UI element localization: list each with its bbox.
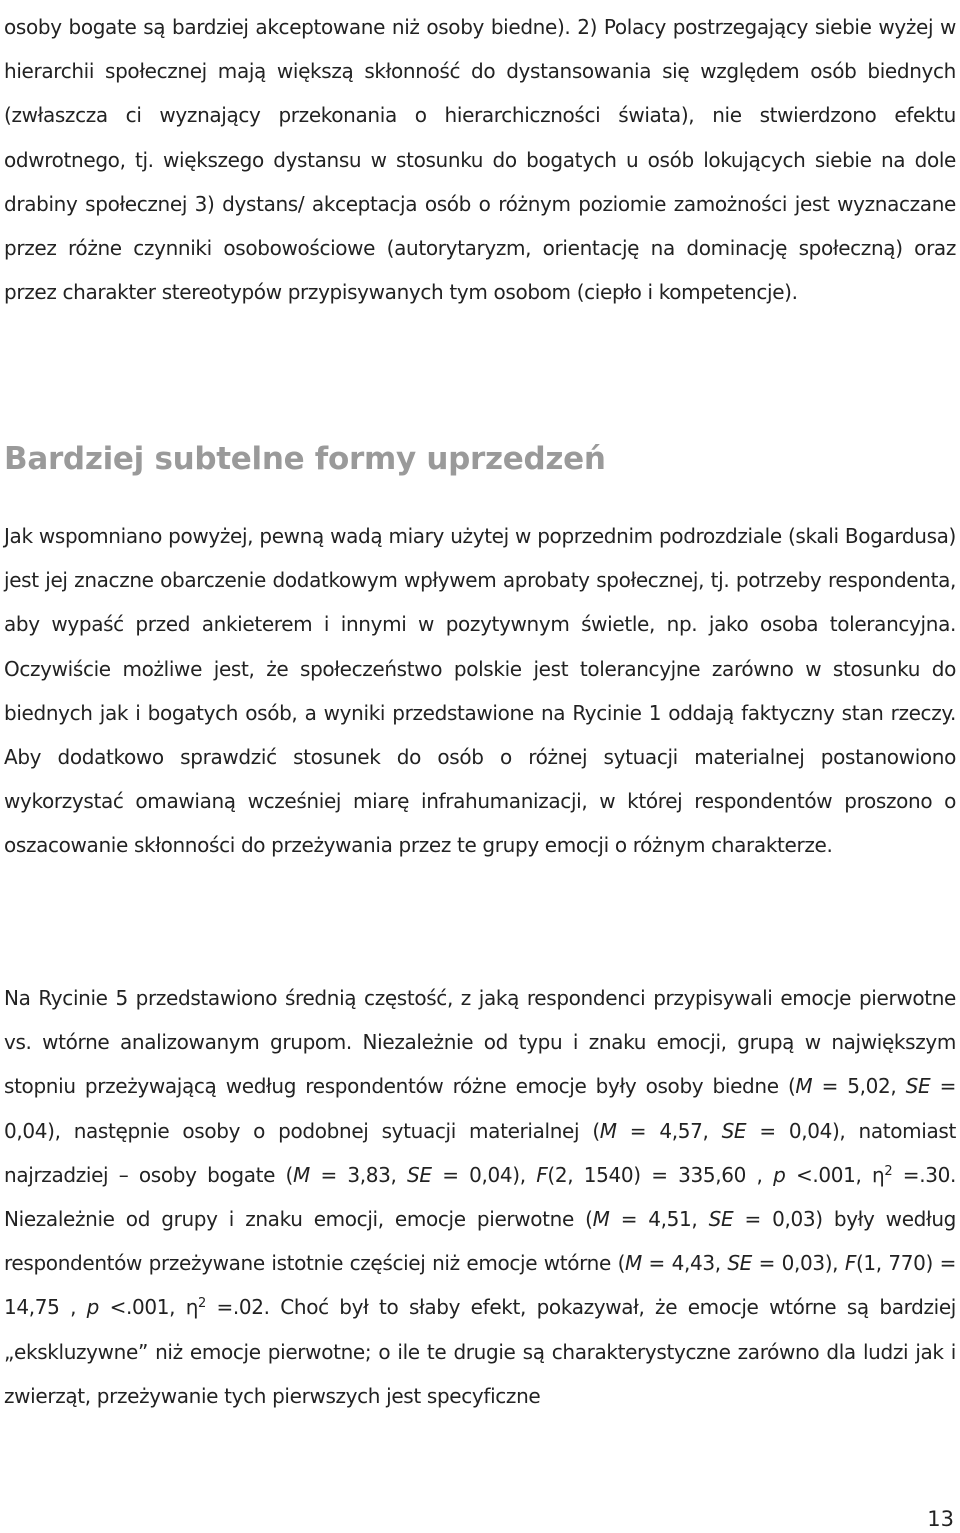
text-run: =.02. Choć był to słaby efekt, pokazywał, że emocje wtórne są bardziej „ekskluzywne” niż emocje pierwotne; o ile te drugie są charakterystyczne zarówno dla ludzi jak i zwierząt, przeżywanie tych pierwszych jest specyficzne	[4, 1295, 957, 1408]
text-run: = 0,04), natomiast najrzadziej – osoby bogate (	[4, 1118, 956, 1187]
text-run: = 0,04), następnie osoby o podobnej sytuacji materialnej (	[4, 1074, 956, 1143]
text-run: = 0,03) były według respondentów przeżywane istotnie częściej niż emocje wtórne (	[4, 1207, 956, 1276]
page-number: 13	[927, 1507, 954, 1531]
text-run: = 4,57,	[616, 1118, 722, 1143]
text-run: <.001, η	[785, 1162, 885, 1187]
stat-symbol-se: SE	[721, 1118, 747, 1143]
stat-symbol-se: SE	[727, 1251, 752, 1276]
stat-symbol-m: M	[293, 1162, 310, 1187]
paragraph-infrahumanization-intro: Jak wspomniano powyżej, pewną wadą miary użytej w poprzednim podrozdziale (skali Bogardusa) jest jej znaczne obarczenie dodatkowym wpływem aprobaty społecznej, tj. potrzeby respondenta, aby wypaść przed ankieterem i innymi w pozytywnym świetle, np. jako osoba tolerancyjna. Oczywiście możliwe jest, że społeczeństwo polskie jest tolerancyjne zarówno w stosunku do biednych jak i bogatych osób, a wyniki przedstawione na Rycinie 1 oddają faktyczny stan rzeczy. Aby dodatkowo sprawdzić stosunek do osób o różnej sytuacji materialnej postanowiono wykorzystać omawianą wcześniej miarę infrahumanizacji, w której respondentów proszono o oszacowanie skłonności do przeżywania przez te grupy emocji o różnym charakterze.	[4, 524, 956, 858]
stat-symbol-f: F	[844, 1251, 856, 1276]
paragraph-continued: osoby bogate są bardziej akceptowane niż osoby biedne). 2) Polacy postrzegający siebie wyżej w hierarchii społecznej mają większą skłonność do dystansowania się względem osób biednych (zwłaszcza ci wyznający przekonania o hierarchiczności świata), nie stwierdzono efektu odwrotnego, tj. większego dystansu w stosunku do bogatych u osób lokujących siebie na dole drabiny społecznej 3) dystans/ akceptacja osób o różnym poziomie zamożności jest wyznaczane przez różne czynniki osobowościowe (autorytaryzm, orientację na dominację społeczną) oraz przez charakter stereotypów przypisywanych tym osobom (ciepło i kompetencje).	[4, 15, 956, 305]
text-run: = 0,04),	[431, 1162, 537, 1187]
stat-symbol-f: F	[536, 1162, 548, 1187]
text-run: =.30. Niezależnie od grupy i znaku emocji, emocje pierwotne (	[4, 1162, 956, 1232]
stat-symbol-p: p	[86, 1295, 100, 1320]
superscript: 2	[198, 1296, 206, 1312]
stat-symbol-se: SE	[407, 1162, 432, 1187]
stat-symbol-m: M	[795, 1074, 813, 1099]
stat-symbol-m: M	[599, 1118, 617, 1143]
text-run: (2, 1540) = 335,60 ,	[547, 1162, 774, 1187]
text-run: Na Rycinie 5 przedstawiono średnią częstość, z jaką respondenci przypisywali emocje pierwotne vs. wtórne analizowanym grupom. Niezależnie od typu i znaku emocji, grupą w największym stopniu przeżywającą według respondentów różne emocje były osoby biedne (	[4, 986, 956, 1099]
stat-symbol-m: M	[592, 1207, 610, 1232]
stat-symbol-m: M	[625, 1251, 642, 1276]
text-run: = 4,43,	[641, 1251, 728, 1276]
stat-symbol-se: SE	[708, 1207, 734, 1232]
section-heading: Bardziej subtelne formy uprzedzeń	[4, 441, 606, 477]
stat-symbol-p: p	[773, 1162, 786, 1187]
text-run: = 3,83,	[309, 1162, 408, 1187]
text-run: = 5,02,	[812, 1074, 906, 1099]
stat-symbol-se: SE	[905, 1074, 931, 1099]
text-run: = 4,51,	[609, 1207, 709, 1232]
text-run: = 0,03),	[751, 1251, 845, 1276]
superscript: 2	[884, 1163, 893, 1179]
paragraph-results	[4, 976, 956, 1418]
text-run: (1, 770) = 14,75 ,	[4, 1251, 957, 1320]
text-run: <.001, η	[99, 1295, 199, 1320]
